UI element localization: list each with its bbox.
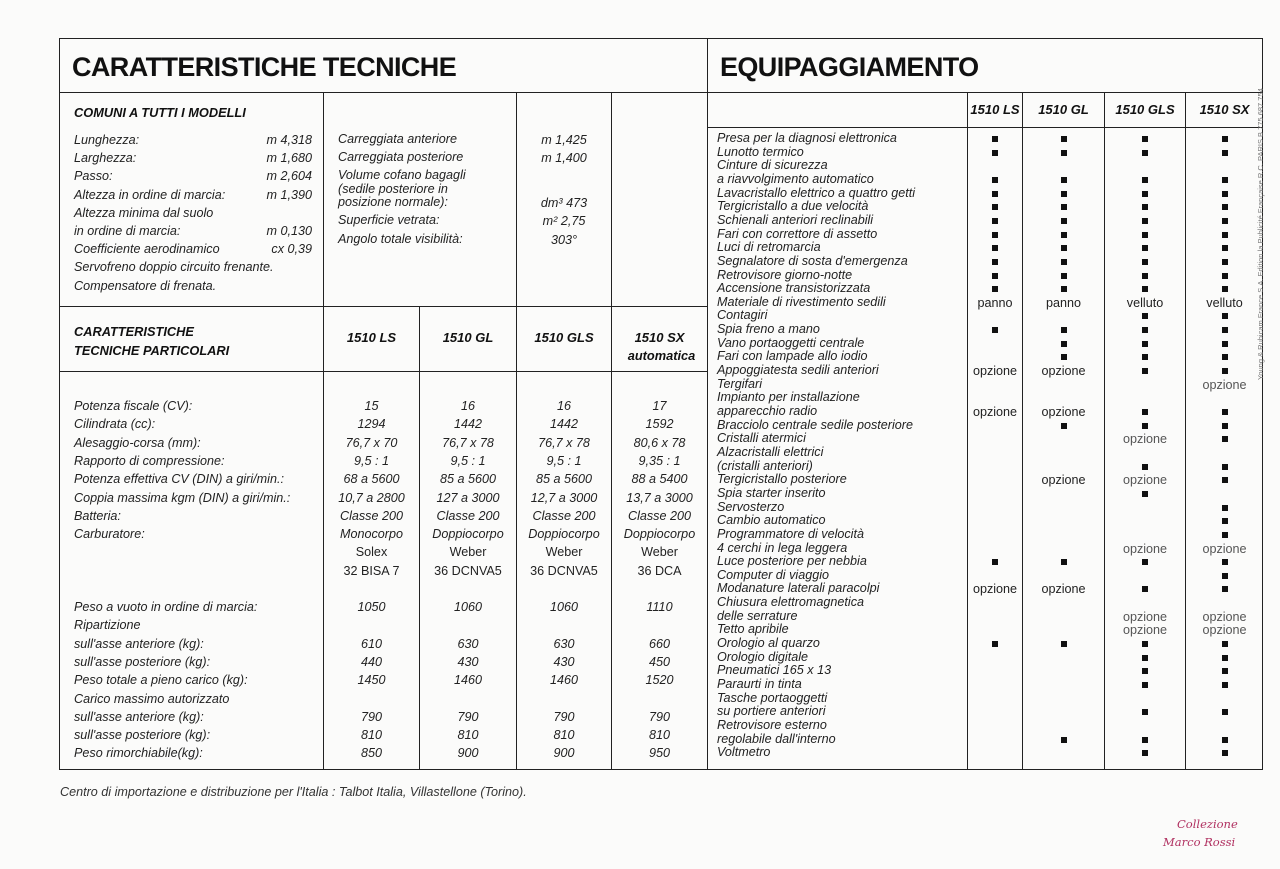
spec-value: Classe 200: [339, 508, 403, 523]
equipment-value: opzione: [1122, 623, 1168, 638]
equipment-value: panno: [1045, 295, 1082, 310]
equipment-label: Cristalli atermici: [717, 431, 806, 446]
equipment-value: opzione: [1041, 473, 1086, 488]
included-mark: [1222, 136, 1228, 142]
spec-label: Potenza fiscale (CV):: [74, 399, 193, 413]
included-mark: [1061, 737, 1067, 743]
included-mark: [1142, 150, 1148, 156]
spec-value: Weber: [545, 545, 583, 560]
included-mark: [1222, 477, 1228, 483]
included-mark: [1061, 204, 1067, 210]
equipment-value: opzione: [972, 405, 1018, 419]
weight-value: 810: [553, 728, 575, 743]
included-mark: [1222, 286, 1228, 292]
included-mark: [1142, 668, 1148, 674]
included-mark: [1222, 245, 1228, 251]
included-mark: [1222, 423, 1228, 429]
included-mark: [1222, 750, 1228, 756]
weight-value: 900: [457, 746, 479, 761]
weight-value: 950: [648, 746, 670, 761]
equipment-model-header: 1510 LS: [970, 102, 1020, 117]
spec-value: m 0,130: [266, 224, 312, 238]
right-title: EQUIPAGGIAMENTO: [720, 52, 979, 82]
equipment-label: Computer di viaggio: [717, 567, 830, 582]
included-mark: [992, 641, 998, 647]
spec-value: 1294: [357, 417, 386, 432]
equipment-label: a riavvolgimento automatico: [717, 171, 874, 186]
equipment-label: Tergifari: [717, 376, 763, 391]
weight-value: 1520: [645, 673, 674, 688]
spec-value: m 2,604: [266, 169, 312, 184]
spec-value: 303°: [550, 233, 578, 247]
included-mark: [1222, 327, 1228, 333]
spec-label: in ordine di marcia:: [74, 224, 181, 238]
equipment-label: 4 cerchi in lega leggera: [717, 540, 848, 555]
equipment-label: Luce posteriore per nebbia: [717, 554, 867, 569]
equip-col-1: [967, 92, 968, 770]
included-mark: [1142, 136, 1148, 142]
equipment-value: panno: [977, 295, 1013, 310]
included-mark: [992, 259, 998, 265]
included-mark: [1061, 559, 1067, 565]
equipment-label: apparecchio radio: [717, 404, 818, 418]
weight-value: 1460: [549, 673, 579, 688]
weight-value: 790: [360, 709, 382, 724]
included-mark: [1222, 204, 1228, 210]
spec-label: Carreggiata anteriore: [338, 132, 458, 146]
weight-value: 430: [553, 654, 575, 669]
included-mark: [1061, 273, 1067, 279]
equipment-label: Tergicristallo posteriore: [717, 472, 847, 487]
spec-label: Rapporto di compressione:: [74, 453, 225, 468]
spec-value: 9,35 : 1: [638, 453, 681, 468]
equipment-label: Presa per la diagnosi elettronica: [717, 131, 897, 145]
common-header: COMUNI A TUTTI I MODELLI: [74, 105, 246, 120]
equipment-label: Cinture di sicurezza: [717, 158, 828, 173]
weight-value: 810: [457, 728, 479, 743]
weight-value: 790: [553, 709, 575, 724]
included-mark: [1222, 177, 1228, 183]
included-mark: [1142, 682, 1148, 688]
spec-value: Weber: [641, 545, 678, 560]
spec-label: Volume cofano bagagli (sedile posteriore in posizione normale):: [338, 168, 466, 209]
equipment-label: Spia freno a mano: [717, 322, 820, 337]
included-mark: [1222, 655, 1228, 661]
equip-col-4: [1185, 92, 1186, 770]
spec-label: Altezza minima dal suolo: [74, 205, 214, 220]
spec-label: Potenza effettiva CV (DIN) a giri/min.:: [74, 472, 284, 487]
included-mark: [1222, 518, 1228, 524]
weight-value: 810: [648, 728, 670, 743]
included-mark: [1142, 354, 1148, 360]
spec-value: Classe 200: [627, 508, 691, 523]
included-mark: [992, 218, 998, 224]
included-mark: [1061, 423, 1067, 429]
included-mark: [1142, 559, 1148, 565]
model-header: 1510 GLS: [534, 330, 594, 345]
equipment-label: Fari con correttore di assetto: [717, 226, 878, 241]
included-mark: [992, 136, 998, 142]
included-mark: [992, 286, 998, 292]
equipment-value: opzione: [1202, 541, 1247, 556]
equipment-value: opzione: [1202, 377, 1247, 392]
spec-value: Classe 200: [532, 508, 596, 523]
weight-value: 630: [457, 636, 479, 651]
equipment-value: opzione: [1122, 541, 1168, 556]
equipment-label: Tergicristallo a due velocità: [717, 199, 869, 214]
spec-value: 88 a 5400: [631, 472, 688, 487]
included-mark: [1061, 150, 1067, 156]
equipment-label: Accensione transistorizzata: [717, 281, 871, 296]
spec-value: 17: [652, 399, 667, 413]
spec-label: Altezza in ordine di marcia:: [74, 187, 226, 202]
spec-label: Batteria:: [74, 508, 121, 523]
included-mark: [1222, 313, 1228, 319]
spec-value: m 1,425: [541, 133, 587, 147]
spec-value: 1592: [645, 417, 674, 432]
weight-value: 1050: [357, 600, 386, 614]
included-mark: [1142, 341, 1148, 347]
equipment-label: Modanature laterali paracolpi: [717, 581, 880, 596]
spec-label: Coefficiente aerodinamico: [74, 242, 220, 257]
included-mark: [1142, 259, 1148, 265]
spec-label: Carreggiata posteriore: [338, 150, 464, 164]
included-mark: [1061, 354, 1067, 360]
left-title: CARATTERISTICHE TECNICHE: [72, 52, 457, 82]
equipment-value: opzione: [1202, 609, 1247, 624]
included-mark: [1142, 177, 1148, 183]
included-mark: [1142, 273, 1148, 279]
included-mark: [1061, 341, 1067, 347]
model-header: 1510 SX: [634, 330, 685, 345]
equipment-value: opzione: [1041, 405, 1086, 419]
included-mark: [1142, 218, 1148, 224]
included-mark: [1142, 191, 1148, 197]
included-mark: [1142, 204, 1148, 210]
weight-label: sull'asse anteriore (kg):: [74, 636, 204, 651]
collection-label: Collezione: [1177, 817, 1238, 831]
equipment-label: Orologio al quarzo: [717, 636, 820, 651]
included-mark: [1222, 559, 1228, 565]
included-mark: [1222, 505, 1228, 511]
included-mark: [1222, 150, 1228, 156]
included-mark: [1142, 409, 1148, 415]
included-mark: [1222, 191, 1228, 197]
row-line-2: [59, 371, 707, 372]
spec-value: Doppiocorpo: [528, 527, 600, 542]
included-mark: [1142, 641, 1148, 647]
equipment-value: opzione: [972, 364, 1018, 379]
equipment-value: opzione: [972, 582, 1018, 597]
equipment-label: Materiale di rivestimento sedili: [717, 294, 886, 309]
included-mark: [1061, 136, 1067, 142]
spec-value: m 1,680: [266, 151, 312, 166]
spec-value: 76,7 x 78: [538, 435, 590, 450]
equipment-label: Luci di retromarcia: [717, 240, 821, 255]
included-mark: [1142, 586, 1148, 592]
spec-value: cx 0,39: [271, 242, 312, 257]
spec-value: 32 BISA 7: [343, 563, 400, 578]
equipment-label: Tasche portaoggetti: [717, 690, 828, 705]
equipment-label: Orologio digitale: [717, 649, 809, 664]
included-mark: [992, 327, 998, 333]
spec-value: Classe 200: [436, 508, 500, 523]
equipment-value: opzione: [1041, 364, 1086, 379]
equipment-label: Alzacristalli elettrici: [717, 444, 824, 459]
included-mark: [1142, 709, 1148, 715]
included-mark: [1061, 191, 1067, 197]
weight-value: 1060: [549, 600, 579, 614]
included-mark: [1061, 218, 1067, 224]
spec-value: 15: [364, 399, 379, 413]
weight-value: 630: [553, 636, 575, 651]
weight-label: sull'asse posteriore (kg):: [74, 654, 211, 669]
included-mark: [1142, 232, 1148, 238]
equip-col-3: [1104, 92, 1105, 770]
equipment-label: Retrovisore giorno-notte: [717, 267, 853, 282]
equipment-value: opzione: [1041, 582, 1086, 597]
spec-value: 85 a 5600: [439, 472, 497, 487]
equipment-model-header: 1510 GL: [1038, 102, 1089, 117]
equipment-label: Fari con lampade allo iodio: [717, 349, 868, 364]
title-divider: [59, 92, 1263, 93]
spec-label: Cilindrata (cc):: [74, 417, 156, 432]
spec-value: 9,5 : 1: [353, 453, 389, 468]
equipment-label: (cristalli anteriori): [717, 458, 813, 473]
equipment-value: opzione: [1122, 473, 1168, 488]
weight-value: 1450: [357, 673, 386, 688]
weight-value: 610: [360, 636, 382, 651]
spec-label: Coppia massima kgm (DIN) a giri/min.:: [74, 490, 291, 505]
weight-label: Ripartizione: [74, 618, 141, 633]
equipment-label: su portiere anteriori: [717, 704, 826, 719]
included-mark: [1222, 586, 1228, 592]
weight-value: 440: [360, 654, 382, 669]
included-mark: [1222, 409, 1228, 415]
spec-value: m 1,390: [266, 187, 312, 202]
weight-value: 790: [648, 709, 670, 724]
equipment-label: Chiusura elettromagnetica: [717, 595, 865, 610]
row-line-1: [59, 306, 707, 307]
included-mark: [1061, 259, 1067, 265]
included-mark: [1222, 709, 1228, 715]
spec-value: Weber: [449, 545, 487, 560]
included-mark: [1222, 682, 1228, 688]
spec-label: Alesaggio-corsa (mm):: [74, 435, 201, 450]
weight-value: 430: [457, 654, 479, 669]
spec-value: Doppiocorpo: [623, 527, 696, 542]
spec-label: Angolo totale visibilità:: [338, 232, 463, 246]
included-mark: [1222, 368, 1228, 374]
weight-value: 1060: [453, 600, 483, 614]
included-mark: [1222, 436, 1228, 442]
weight-value: 790: [457, 709, 479, 724]
equipment-value: opzione: [1122, 432, 1168, 447]
spec-label: Passo:: [74, 169, 113, 184]
spec-value: 1442: [549, 417, 579, 432]
weight-value: 1110: [646, 600, 673, 614]
weight-label: Carico massimo autorizzato: [74, 691, 230, 706]
equipment-label: Lavacristallo elettrico a quattro getti: [717, 185, 916, 200]
equipment-label: Contagiri: [717, 308, 768, 323]
spec-value: 127 a 3000: [436, 490, 500, 505]
spec-value: 36 DCNVA5: [434, 563, 502, 578]
model-header: 1510 GL: [442, 330, 494, 345]
equipment-value: opzione: [1202, 623, 1247, 638]
model-subheader: automatica: [627, 348, 696, 363]
equipment-value: opzione: [1122, 609, 1168, 624]
included-mark: [1142, 423, 1148, 429]
equipment-label: Lunotto termico: [717, 144, 804, 159]
included-mark: [1142, 245, 1148, 251]
spec-value: 80,6 x 78: [633, 435, 686, 450]
spec-label: Compensatore di frenata.: [74, 278, 217, 293]
included-mark: [1061, 232, 1067, 238]
weight-value: 1460: [453, 673, 483, 688]
weight-value: 810: [360, 728, 382, 743]
included-mark: [992, 245, 998, 251]
spec-value: m 1,400: [541, 151, 587, 165]
spec-value: 36 DCNVA5: [530, 563, 598, 578]
equipment-model-header: 1510 SX: [1199, 102, 1250, 117]
included-mark: [992, 204, 998, 210]
side-legal-note: Young & Rubicam France S.A. Edition la Publicité Française R.C. PARIS B 775 687 754: [1256, 88, 1265, 380]
spec-label: Larghezza:: [74, 151, 137, 166]
weight-label: Peso totale a pieno carico (kg):: [74, 673, 248, 688]
included-mark: [992, 273, 998, 279]
equipment-model-header: 1510 GLS: [1115, 102, 1175, 117]
included-mark: [1142, 750, 1148, 756]
collection-owner: Marco Rossi: [1163, 835, 1236, 849]
spec-value: 36 DCA: [637, 563, 682, 578]
spec-value: dm³ 473: [540, 196, 588, 210]
weight-value: 900: [553, 746, 575, 761]
spec-value: 9,5 : 1: [546, 453, 582, 468]
model-header: 1510 LS: [346, 330, 397, 345]
equipment-label: delle serrature: [717, 608, 798, 623]
spec-value: Solex: [355, 545, 388, 560]
included-mark: [1061, 641, 1067, 647]
weight-value: 660: [648, 636, 670, 651]
equip-header-line: [707, 127, 1263, 128]
equipment-value: velluto: [1126, 295, 1164, 310]
included-mark: [1142, 313, 1148, 319]
included-mark: [1222, 273, 1228, 279]
included-mark: [1222, 341, 1228, 347]
spec-value: 68 a 5600: [343, 472, 400, 487]
included-mark: [992, 177, 998, 183]
weight-value: 850: [360, 746, 382, 761]
included-mark: [1061, 327, 1067, 333]
spec-value: 13,7 a 3000: [626, 490, 693, 505]
equipment-label: Segnalatore di sosta d'emergenza: [717, 253, 908, 268]
spec-value: Monocorpo: [339, 527, 403, 542]
equipment-label: Servosterzo: [717, 499, 785, 514]
equipment-label: Paraurti in tinta: [717, 677, 802, 691]
spec-value: m² 2,75: [542, 214, 586, 228]
spec-value: 10,7 a 2800: [338, 490, 405, 505]
spec-value: 76,7 x 70: [345, 435, 398, 450]
included-mark: [992, 232, 998, 238]
equipment-value: velluto: [1206, 295, 1243, 310]
included-mark: [1222, 668, 1228, 674]
spec-value: 16: [556, 399, 571, 413]
weight-label: sull'asse posteriore (kg):: [74, 728, 211, 743]
included-mark: [992, 191, 998, 197]
included-mark: [1061, 286, 1067, 292]
included-mark: [1142, 491, 1148, 497]
included-mark: [1142, 655, 1148, 661]
included-mark: [1222, 218, 1228, 224]
weight-label: Peso a vuoto in ordine di marcia:: [74, 600, 258, 614]
spec-value: 76,7 x 78: [442, 435, 494, 450]
weight-label: Peso rimorchiabile(kg):: [74, 746, 203, 761]
included-mark: [992, 559, 998, 565]
equipment-label: regolabile dall'interno: [717, 731, 836, 746]
included-mark: [1142, 286, 1148, 292]
particular-header: CARATTERISTICHE TECNICHE PARTICOLARI: [74, 324, 230, 358]
equipment-label: Vano portaoggetti centrale: [717, 335, 865, 350]
included-mark: [1222, 532, 1228, 538]
spec-label: Lunghezza:: [74, 133, 140, 147]
equipment-label: Pneumatici 165 x 13: [717, 663, 832, 678]
included-mark: [1222, 232, 1228, 238]
weight-label: sull'asse anteriore (kg):: [74, 709, 204, 724]
included-mark: [1061, 177, 1067, 183]
equipment-label: Tetto apribile: [717, 622, 789, 637]
included-mark: [1142, 464, 1148, 470]
included-mark: [1142, 327, 1148, 333]
equipment-label: Voltmetro: [717, 745, 771, 760]
included-mark: [1222, 354, 1228, 360]
included-mark: [1222, 641, 1228, 647]
included-mark: [1222, 464, 1228, 470]
spec-value: 16: [460, 399, 475, 413]
spec-label: Carburatore:: [74, 527, 145, 542]
spec-label: Superficie vetrata:: [338, 213, 440, 227]
included-mark: [1061, 245, 1067, 251]
included-mark: [1142, 737, 1148, 743]
included-mark: [1222, 259, 1228, 265]
spec-label: Servofreno doppio circuito frenante.: [74, 260, 274, 275]
footer-note: Centro di importazione e distribuzione per l'Italia : Talbot Italia, Villastellone (Torino).: [60, 785, 527, 799]
equipment-label: Impianto per installazione: [717, 390, 860, 405]
spec-value: 85 a 5600: [535, 472, 593, 487]
equipment-label: Schienali anteriori reclinabili: [717, 212, 874, 227]
equipment-label: Bracciolo centrale sedile posteriore: [717, 417, 914, 432]
equipment-label: Retrovisore esterno: [717, 717, 827, 732]
weight-value: 450: [648, 654, 670, 669]
equipment-label: Appoggiatesta sedili anteriori: [717, 363, 879, 378]
included-mark: [1142, 368, 1148, 374]
spec-value: 9,5 : 1: [450, 453, 486, 468]
equipment-label: Cambio automatico: [717, 513, 826, 528]
included-mark: [992, 150, 998, 156]
spec-value: 12,7 a 3000: [530, 490, 598, 505]
spec-value: 1442: [453, 417, 483, 432]
included-mark: [1222, 737, 1228, 743]
equipment-label: Programmatore di velocità: [717, 526, 864, 541]
spec-value: m 4,318: [266, 133, 312, 147]
equipment-label: Spia starter inserito: [717, 485, 826, 500]
included-mark: [1222, 573, 1228, 579]
equip-col-2: [1022, 92, 1023, 770]
section-divider: [707, 38, 708, 770]
spec-value: Doppiocorpo: [432, 527, 504, 542]
